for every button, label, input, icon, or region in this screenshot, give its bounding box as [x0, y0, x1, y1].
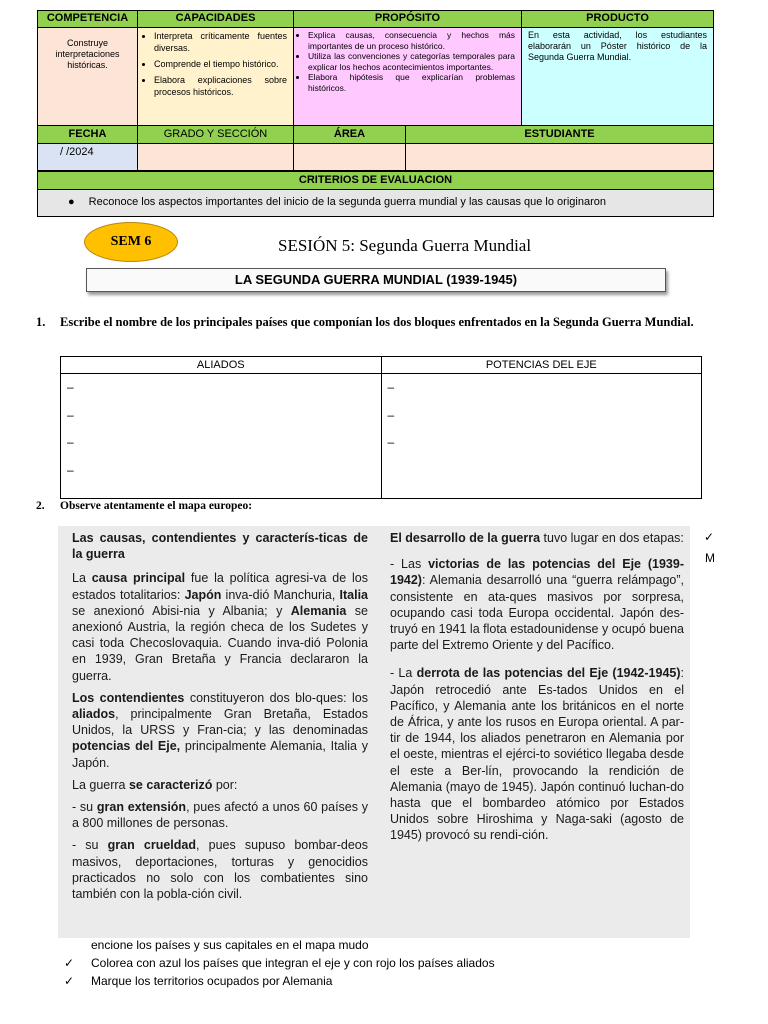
instruction-item-2: Colorea con azul los países que integran el eje y con rojo los países aliados: [91, 956, 495, 970]
grado-header: GRADO Y SECCIÓN: [137, 125, 294, 144]
answer-line[interactable]: –: [67, 407, 74, 422]
proposito-item: • Elabora hipótesis que explicarían problemas históricos.: [308, 72, 515, 93]
proposito-item: • Utiliza las convenciones y categorías temporales para explicar los hechos acontecimientos importantes.: [308, 51, 515, 72]
eje-column[interactable]: [381, 374, 702, 499]
producto-cell: [521, 27, 714, 126]
fecha-header: FECHA: [37, 125, 138, 144]
topic-banner: LA SEGUNDA GUERRA MUNDIAL (1939-1945): [86, 268, 666, 292]
development-paragraph: El desarrollo de la guerra tuvo lugar en dos etapas:: [390, 531, 684, 545]
competencia-text: Construye interpretaciones históricas.: [55, 38, 120, 70]
aliados-header: ALIADOS: [61, 357, 382, 374]
proposito-header: PROPÓSITO: [293, 10, 522, 28]
area-header: ÁREA: [293, 125, 406, 144]
question-1-text: Escribe el nombre de los principales países que componían los dos bloques enfrentados en la Segunda Guerra Mundial.: [60, 315, 694, 329]
contenders-paragraph: Los contendientes constituyeron dos blo-ques: los aliados, principalmente Gran Bretaña, Estados Unidos, la URSS y Fran-cia; y las denominadas potencias del Eje, principalmente Alemania, Italia y Japón.: [72, 690, 369, 770]
check-icon: ✓: [704, 530, 715, 544]
answer-line[interactable]: –: [67, 380, 74, 394]
defeat-paragraph: - La derrota de las potencias del Eje (1942-1945): Japón retrocedió ante Es-tados Unidos en el Pacífico, y Alemania ante los británicos en el norte de África, y ante los rusos en Europa oriental. A par-tir de 1944, los aliados penetraron en Alemania por el oeste, mientras el ejérci-to soviético llegaba desde el este a Ber-lín, provocando la rendición de Alemania (mayo de 1945). Japón continuó luchan-do hasta que el bombardeo atómico por Estados Unidos sobre Hiroshima y Naga-saki (agosto de 1945) provocó su rendi-ción.: [390, 666, 684, 843]
estudiante-field[interactable]: [405, 143, 714, 171]
proposito-cell: [293, 27, 522, 126]
capacidad-item: • Elabora explicaciones sobre procesos históricos.: [154, 74, 287, 98]
aliados-column[interactable]: [61, 374, 382, 499]
session-title: SESIÓN 5: Segunda Guerra Mundial: [278, 236, 532, 255]
question-1-number: 1.: [36, 315, 46, 329]
question-2-number: 2.: [36, 500, 45, 512]
instruction-item-3: Marque los territorios ocupados por Alemania: [91, 974, 333, 988]
answer-line[interactable]: –: [387, 407, 395, 422]
eje-header: POTENCIAS DEL EJE: [381, 357, 702, 374]
question-2-text: Observe atentamente el mapa europeo:: [60, 500, 253, 512]
extension-paragraph: - su gran extensión, pues afectó a unos 60 países y a 800 millones de personas.: [72, 800, 369, 831]
competencia-header: COMPETENCIA: [37, 10, 138, 28]
grado-field[interactable]: [137, 143, 294, 171]
check-icon: ✓: [64, 974, 75, 988]
answer-line[interactable]: –: [387, 435, 395, 449]
criterio-text: Reconoce los aspectos importantes del inicio de la segunda guerra mundial y las causas que lo originaron: [88, 196, 606, 208]
capacidad-item: • Interpreta críticamente fuentes diversas.: [154, 30, 287, 54]
fecha-field[interactable]: / /2024: [37, 143, 138, 171]
characteristics-intro: La guerra se caracterizó por:: [72, 777, 238, 792]
answer-line[interactable]: –: [387, 380, 395, 394]
criterios-header: CRITERIOS DE EVALUACION: [37, 171, 714, 190]
textbook-right-column: [390, 530, 684, 850]
side-letter: M: [705, 551, 715, 565]
criterio-cell: [37, 189, 714, 217]
producto-header: PRODUCTO: [521, 10, 714, 28]
proposito-item: • Explica causas, consecuencia y hechos más importantes de un proceso histórico.: [308, 30, 515, 51]
capacidades-cell: [137, 27, 294, 126]
causes-paragraph: La causa principal fue la política agresi-va de los estados totalitarios: Japón inva-dió Manchuria, Italia se anexionó Abisi-nia y Albania; y Alemania se anexionó Austria, la región checa de los Sudetes y casi toda Checoslovaquia. Cuando inva-dió Polonia en 1939, Gran Bretaña y Francia declararon la guerra.: [72, 571, 369, 683]
capacidades-header: CAPACIDADES: [137, 10, 294, 28]
area-field[interactable]: [293, 143, 406, 171]
bullet-icon: ●: [68, 196, 75, 208]
textbook-left-column: [72, 530, 368, 908]
week-badge: SEM 6: [84, 222, 178, 262]
estudiante-header: ESTUDIANTE: [405, 125, 714, 144]
competencia-cell: [37, 27, 138, 126]
check-icon: ✓: [64, 956, 75, 970]
victories-paragraph: - Las victorias de las potencias del Eje (1939-1942): Alemania desarrolló una “guerra relámpago”, consistente en ata-ques masivos por sorpresa, ocupando casi toda Europa occidental. Japón des-truyó en 1941 la flota estadounidense y ocupó buena parte del Extremo Oriente y del Pacífico.: [390, 557, 685, 653]
instruction-item-1: encione los países y sus capitales en el mapa mudo: [91, 938, 369, 952]
answer-line[interactable]: –: [67, 462, 74, 477]
causes-heading: Las causas, contendientes y caracterís-ticas de la guerra: [72, 531, 368, 562]
cruelty-paragraph: - su gran crueldad, pues supuso bombar-deos masivos, deportaciones, torturas y genocidios practicados no solo con los combatientes sino también con la pobla-ción civil.: [72, 838, 368, 902]
answer-line[interactable]: –: [67, 435, 74, 449]
blocks-table: [60, 356, 702, 499]
capacidad-item: • Comprende el tiempo histórico.: [154, 58, 287, 70]
producto-text: En esta actividad, los estudiantes elaborarán un Póster histórico de la Segunda Guerra Mundial.: [528, 30, 707, 62]
